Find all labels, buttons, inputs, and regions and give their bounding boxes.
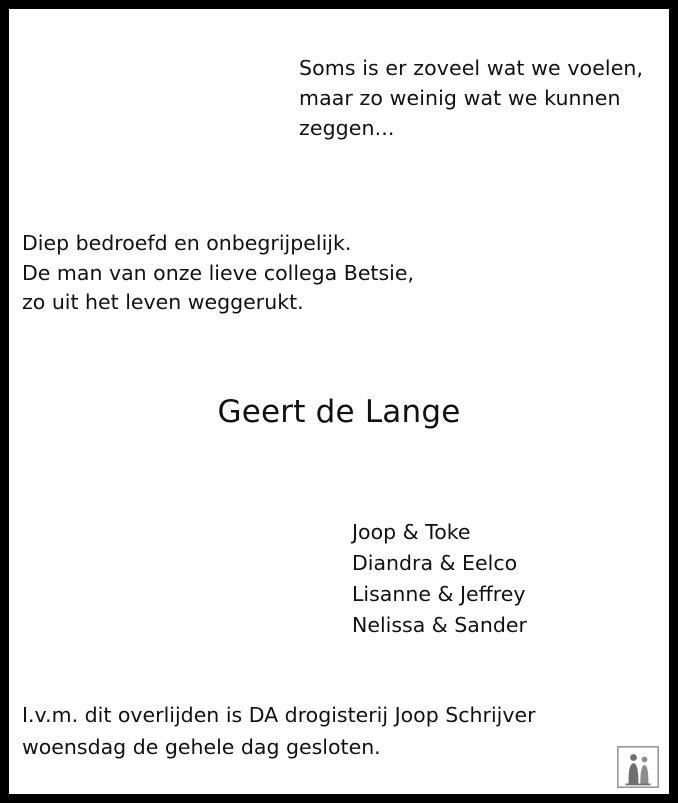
deceased-name: Geert de Lange bbox=[217, 394, 461, 430]
survivors-list bbox=[352, 517, 669, 641]
list-item: Diandra & Eelco bbox=[352, 551, 518, 575]
list-item: Joop & Toke bbox=[352, 520, 471, 544]
notice-line-1: I.v.m. dit overlijden is DA drogisterij Joop Schrijver bbox=[22, 703, 536, 727]
quote-line-1: Soms is er zoveel wat we voelen, bbox=[299, 56, 644, 80]
intro-line-2: De man van onze lieve collega Betsie, bbox=[22, 260, 414, 285]
intro-line-3: zo uit het leven weggerukt. bbox=[22, 290, 304, 314]
quote-line-3: zeggen... bbox=[299, 116, 395, 140]
intro-block bbox=[22, 229, 642, 318]
quote-line-2: maar zo weinig wat we kunnen bbox=[299, 86, 621, 110]
obituary-card bbox=[9, 9, 669, 794]
closing-notice bbox=[22, 699, 642, 763]
quote-block bbox=[299, 53, 669, 143]
list-item: Nelissa & Sander bbox=[352, 613, 527, 637]
mourning-figures-icon bbox=[617, 746, 659, 788]
list-item: Lisanne & Jeffrey bbox=[352, 582, 526, 606]
notice-line-2: woensdag de gehele dag gesloten. bbox=[22, 735, 381, 759]
intro-line-1: Diep bedroefd en onbegrijpelijk. bbox=[22, 231, 352, 255]
